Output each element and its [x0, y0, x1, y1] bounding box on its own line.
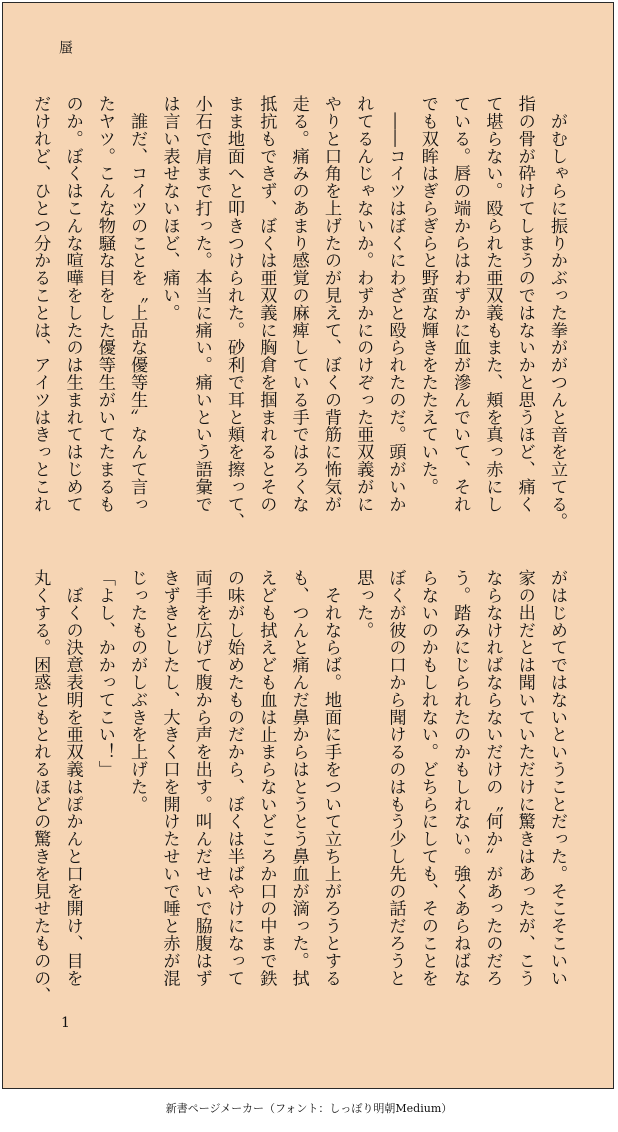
page-number: 1	[61, 1015, 70, 1031]
text-line: のか。ぼくはこんな喧嘩をしたのは生まれてはじめて	[62, 95, 83, 513]
text-line: でも双眸はぎらぎらと野蛮な輝きをたたえていた。	[417, 95, 438, 496]
text-line: 走る。痛みのあまり感覚の麻痺している手ではろくな	[288, 95, 309, 513]
text-line: まま地面へと叩きつけられた。砂利で耳と頬を擦って、	[224, 95, 245, 530]
text-line: 誰だ、コイツのことを〝上品な優等生〟なんて言っ	[127, 95, 148, 513]
text-line: 抵抗もできず、ぼくは亜双義に胸倉を掴まれるとその	[256, 95, 277, 513]
text-line: じったものがしぶきを上げた。	[127, 569, 148, 813]
text-line: ぼくの決意表明を亜双義はぽかんと口を開け、目を	[62, 569, 83, 987]
text-line: ぼくが彼の口から聞けるのはもう少し先の話だろうと	[385, 569, 406, 987]
text-line: れてるんじゃないか。わずかにのけぞった亜双義がに	[353, 95, 374, 513]
text-line: ――コイツはぼくにわざと殴られたのだ。頭がいか	[385, 95, 406, 513]
text-line: がはじめてではないということだった。そこそこいい	[547, 569, 567, 987]
text-line: も、つんと痛んだ鼻からはとうとう鼻血が滴った。拭	[288, 569, 309, 987]
caption: 新書ページメーカー（フォント：しっぽり明朝Medium）	[165, 1102, 453, 1115]
text-line: えども拭えども血は止まらないどころか口の中まで鉄	[256, 569, 277, 987]
text-line: 思った。	[353, 569, 374, 639]
text-line: 家の出だとは聞いていただけに驚きはあったが、こう	[514, 569, 535, 987]
text-line: 「よし、かかってこい！」	[94, 569, 115, 778]
text-line: がむしゃらに振りかぶった拳ががつんと音を立てる。	[547, 95, 567, 530]
text-line: て堪らない。殴られた亜双義もまた、頬を真っ赤にし	[482, 95, 503, 513]
lower-text-block	[30, 569, 573, 1009]
running-head: 蜃	[57, 40, 73, 54]
text-line: だけれど、ひとつ分かることは、アイツはきっとこれ	[30, 95, 51, 513]
text-line: それならば。地面に手をついて立ち上がろうとする	[320, 569, 341, 987]
text-line: たヤツ。こんな物騒な目をした優等生がいてたまるも	[94, 95, 115, 513]
text-line: ている。唇の端からはわずかに血が滲んでいて、それ	[450, 95, 471, 513]
book-page	[2, 2, 614, 1089]
text-line: 小石で肩まで打った。本当に痛い。痛いという語彙で	[191, 95, 212, 513]
text-line: う。踏みにじられたのかもしれない。強くあらねばな	[450, 569, 471, 987]
text-line: 両手を広げて腹から声を出す。叫んだせいで脇腹はず	[191, 569, 212, 987]
text-line: ならなければならないだけの〝何か〟があったのだろ	[482, 569, 503, 987]
text-line: 指の骨が砕けてしまうのではないかと思うほど、痛く	[514, 95, 535, 513]
text-line: やりと口角を上げたのが見えて、ぼくの背筋に怖気が	[320, 95, 341, 513]
text-line: らないのかもしれない。どちらにしても、そのことを	[417, 569, 438, 987]
text-line: きずきとしたし、大きく口を開けたせいで唾と赤が混	[159, 569, 180, 987]
text-line: は言い表せないほど、痛い。	[159, 95, 180, 322]
text-line: の味がし始めたものだから、ぼくは半ばやけになって	[224, 569, 245, 987]
upper-text-block	[30, 95, 573, 535]
text-line: 丸くする。困惑ともとれるほどの驚きを見せたものの、	[30, 569, 51, 1004]
